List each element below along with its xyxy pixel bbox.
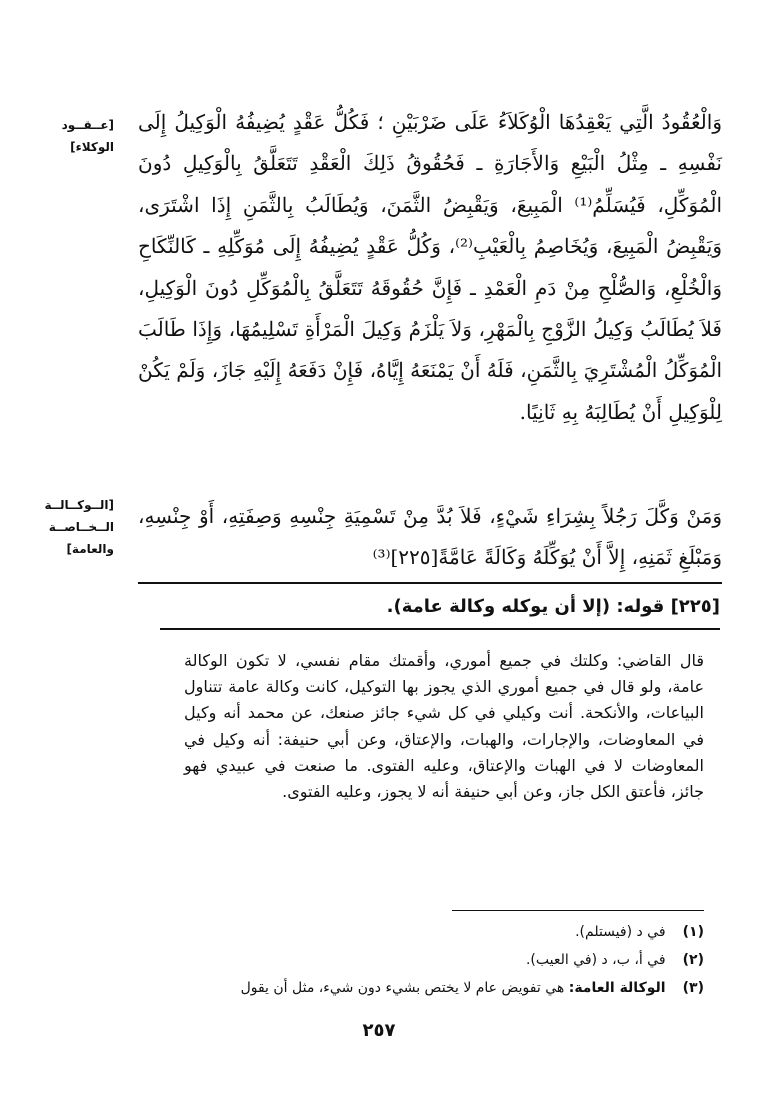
side-note-special-general-agency: [الــوكــالــة الــخــاصــة والعامة]: [44, 498, 114, 556]
footnote-text: هي تفويض عام لا يختص بشيء دون شيء، مثل أن يقول: [240, 980, 565, 996]
main-paragraph-1-text: وَالْعُقُودُ الَّتِي يَعْقِدُهَا الْوُكَلاَءُ عَلَى ضَرْبَيْنِ ؛ فَكُلُّ عَقْدٍ يُضِيفُهُ الْوَكِيلُ إِلَى نَفْسِهِ ـ مِثْلُ الْبَيْعِ وَالأَجَارَةِ ـ فَحُقُوقُ ذَلِكَ الْعَقْدِ تَتَعَلَّقُ بِالْوَكِيلِ دُونَ الْمُوَكِّلِ، فَيُسَلِّمُ⁽¹⁾ الْمَبِيعَ، وَيَقْبِضُ الثَّمَنَ، وَيُطَالَبُ بِالثَّمَنِ إِذَا اشْتَرَى، وَيَقْبِضُ الْمَبِيعَ، وَيُخَاصِمُ بِالْعَيْبِ⁽²⁾، وَكُلُّ عَقْدٍ يُضِيفُهُ إِلَى مُوَكِّلِهِ ـ كَالنِّكَاحِ وَالْخُلْعِ، وَالصُّلْحِ مِنْ دَمِ الْعَمْدِ ـ فَإِنَّ حُقُوقَهُ تَتَعَلَّقُ بِالْمُوَكِّلِ دُونَ الْوَكِيلِ، فَلاَ يُطَالَبُ وَكِيلُ الزَّوْجِ بِالْمَهْرِ، وَلاَ يَلْزَمُ وَكِيلَ الْمَرْأَةِ تَسْلِيمُهَا، وَإِذَا طَالَبَ الْمُوَكِّلُ الْمُشْتَرِيَ بِالثَّمَنِ، فَلَهُ أَنْ يَمْنَعَهُ إِيَّاهُ، فَإِنْ دَفَعَهُ إِلَيْهِ جَازَ، وَلَمْ يَكُنْ لِلْوَكِيلِ أَنْ يُطَالِبَهُ بِهِ ثَانِيًا.: [138, 110, 723, 424]
commentary-title: قوله: (إلا أن يوكله وكالة عامة).: [386, 596, 665, 617]
main-text-divider: [138, 582, 722, 584]
main-paragraph-2-text: وَمَنْ وَكَّلَ رَجُلاً بِشِرَاءِ شَيْءٍ، فَلاَ بُدَّ مِنْ تَسْمِيَةِ جِنْسِهِ وَصِفَتِهِ، أَوْ جِنْسِهِ، وَمَبْلَغِ ثَمَنِهِ، إِلاَّ أَنْ يُوَكِّلَهُ وَكَالَةً عَامَّةً[٢٢٥]⁽³⁾: [138, 504, 722, 570]
footnote-divider: [452, 910, 704, 911]
footnote-2: [140, 946, 704, 974]
commentary-body: قال القاضي: وكلتك في جميع أموري، وأقمتك مقام نفسي، لا تكون الوكالة عامة، ولو قال في جميع أموري الذي يجوز بها التوكيل، كانت وكالة عامة تتناول البياعات، والأنكحة. أنت وكيلي في كل شيء جائز صنعك، عن محمد أنه وكيل في المعاوضات، والإجارات، والهبات، والإعتاق، وعن أبي حنيفة: أنه وكيل في المعاوضات لا في الهبات والإعتاق، وعليه الفتوى. ما صنعت في عبيدي فهو جائز، فأعتق الكل جاز، وعن أبي حنيفة أنه لا يجوز، وعليه الفتوى.: [184, 651, 704, 802]
footnote-term: الوكالة العامة:: [568, 980, 666, 996]
page-number: ٢٥٧: [362, 1020, 396, 1041]
side-note-agents-contracts: [عــقــود الوكلاء]: [61, 118, 114, 154]
footnotes: [140, 918, 704, 1002]
footnote-text: في د (فيستلم).: [575, 924, 666, 940]
footnote-1: [140, 918, 704, 946]
main-paragraph-1: [138, 102, 722, 433]
commentary-number: [٢٢٥]: [670, 596, 720, 617]
commentary-heading: [160, 592, 720, 622]
footnote-number: (١): [682, 924, 704, 940]
main-paragraph-2: [138, 496, 722, 579]
footnote-number: (٣): [682, 980, 704, 996]
footnote-3: [140, 974, 704, 1002]
footnote-text: في أ، ب، د (في العيب).: [525, 952, 666, 968]
footnote-number: (٢): [682, 952, 704, 968]
commentary-block: [184, 648, 704, 805]
commentary-heading-divider: [160, 628, 720, 630]
